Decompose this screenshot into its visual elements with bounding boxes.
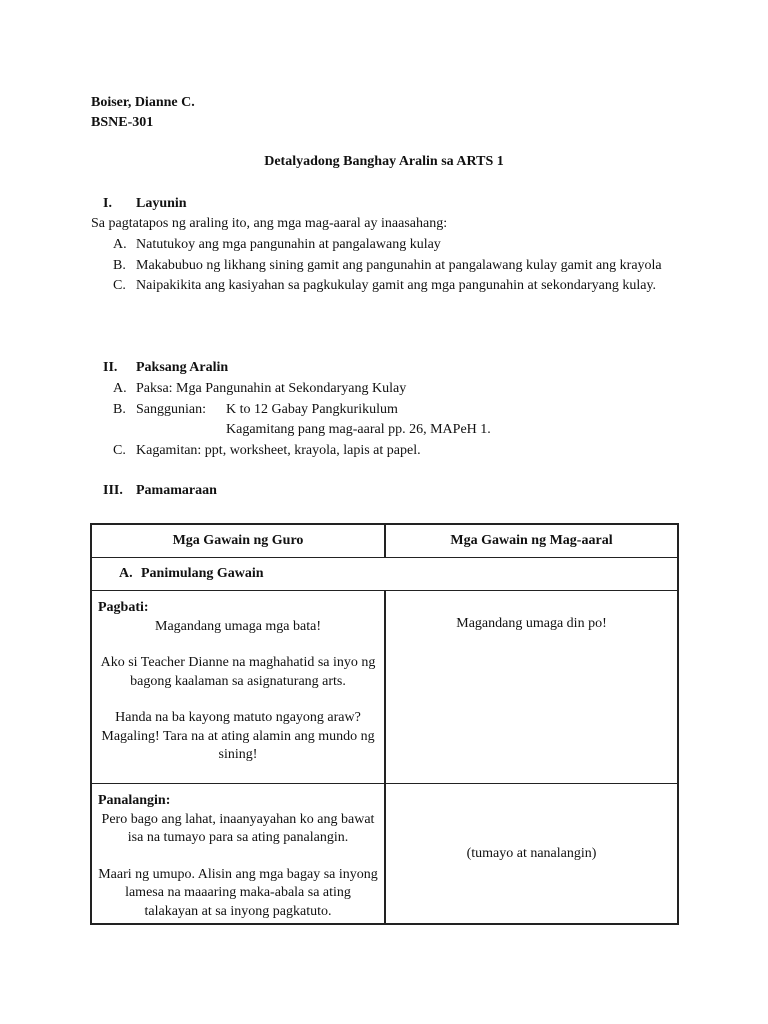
table-row xyxy=(92,591,677,784)
section-title: Paksang Aralin xyxy=(136,360,229,375)
item-text: Kagamitan: ppt, worksheet, krayola, lapis at papel. xyxy=(136,442,421,458)
section-heading-layunin xyxy=(103,196,187,212)
item-text: Natutukoy ang mga pangunahin at pangalawang kulay xyxy=(136,237,441,252)
teacher-text: Ako si Teacher Dianne na maghahatid sa inyo ng bagong kaalaman sa asignaturang arts. xyxy=(100,655,376,689)
objectives-intro: Sa pagtatapos ng araling ito, ang mga mag-aaral ay inaasahang: xyxy=(91,216,448,231)
item-letter: C. xyxy=(113,278,126,293)
teacher-text: Maari ng umupo. Alisin ang mga bagay sa inyong lamesa na maaaring maka-abala sa ating talakayan at sa inyong pagkatuto. xyxy=(98,866,378,919)
section-title: Layunin xyxy=(136,196,187,211)
lesson-activities-table xyxy=(90,523,679,925)
section-number: III. xyxy=(103,483,123,498)
reference-line-1: K to 12 Gabay Pangkurikulum xyxy=(226,401,398,417)
section-title: Pamamaraan xyxy=(136,483,217,498)
document-title: Detalyadong Banghay Aralin sa ARTS 1 xyxy=(264,154,504,169)
student-text: (tumayo at nanalangin) xyxy=(466,845,597,861)
activity-label: Panalangin: xyxy=(98,793,171,808)
subsection-letter: A. xyxy=(119,566,133,581)
reference-label: Sanggunian: xyxy=(136,401,206,417)
author-course: BSNE-301 xyxy=(91,115,154,130)
list-item xyxy=(113,256,676,277)
item-letter: B. xyxy=(113,257,126,273)
item-text: Makabubuo ng likhang sining gamit ang pangunahin at pangalawang kulay gamit ang krayola xyxy=(136,257,662,273)
section-heading-pamamaraan xyxy=(103,483,217,499)
list-item xyxy=(113,400,676,441)
item-text: Naipakikita ang kasiyahan sa pagkukulay gamit ang mga pangunahin at sekondaryang kulay. xyxy=(136,278,657,293)
item-text: Paksa: Mga Pangunahin at Sekondaryang Kulay xyxy=(136,381,407,396)
item-letter: A. xyxy=(113,381,127,396)
table-subsection-row xyxy=(92,558,677,591)
list-item xyxy=(113,441,676,462)
column-header-teacher: Mga Gawain ng Guro xyxy=(92,525,386,557)
teacher-text: Magandang umaga mga bata! xyxy=(155,618,321,634)
table-row xyxy=(92,784,677,923)
table-header-row xyxy=(92,525,677,558)
teacher-activity-cell xyxy=(92,591,386,783)
section-number: II. xyxy=(103,360,118,375)
list-item xyxy=(113,276,676,297)
subsection-title: Panimulang Gawain xyxy=(141,566,264,581)
item-letter: C. xyxy=(113,442,126,458)
teacher-text: Handa na ba kayong matuto ngayong araw? Magaling! Tara na at ating alamin ang mundo ng sining! xyxy=(101,710,375,762)
item-text xyxy=(136,400,676,441)
student-activity-cell xyxy=(386,784,677,923)
teacher-text: Pero bago ang lahat, inaanyayahan ko ang bawat isa na tumayo para sa ating panalangin. xyxy=(101,811,375,845)
item-letter: B. xyxy=(113,401,126,417)
topic-list xyxy=(113,379,676,461)
student-activity-cell: Magandang umaga din po! xyxy=(456,616,607,631)
list-item xyxy=(113,379,676,400)
objectives-list xyxy=(113,235,676,297)
reference-line-2: Kagamitang pang mag-aaral pp. 26, MAPeH 1. xyxy=(226,422,491,437)
author-block xyxy=(91,93,195,133)
activity-label: Pagbati: xyxy=(98,600,149,615)
teacher-activity-cell xyxy=(92,784,386,923)
section-number: I. xyxy=(103,196,112,211)
author-name: Boiser, Dianne C. xyxy=(91,95,195,110)
column-header-student: Mga Gawain ng Mag-aaral xyxy=(450,533,613,548)
item-letter: A. xyxy=(113,237,127,252)
section-heading-paksang-aralin xyxy=(103,360,228,376)
list-item xyxy=(113,235,676,256)
